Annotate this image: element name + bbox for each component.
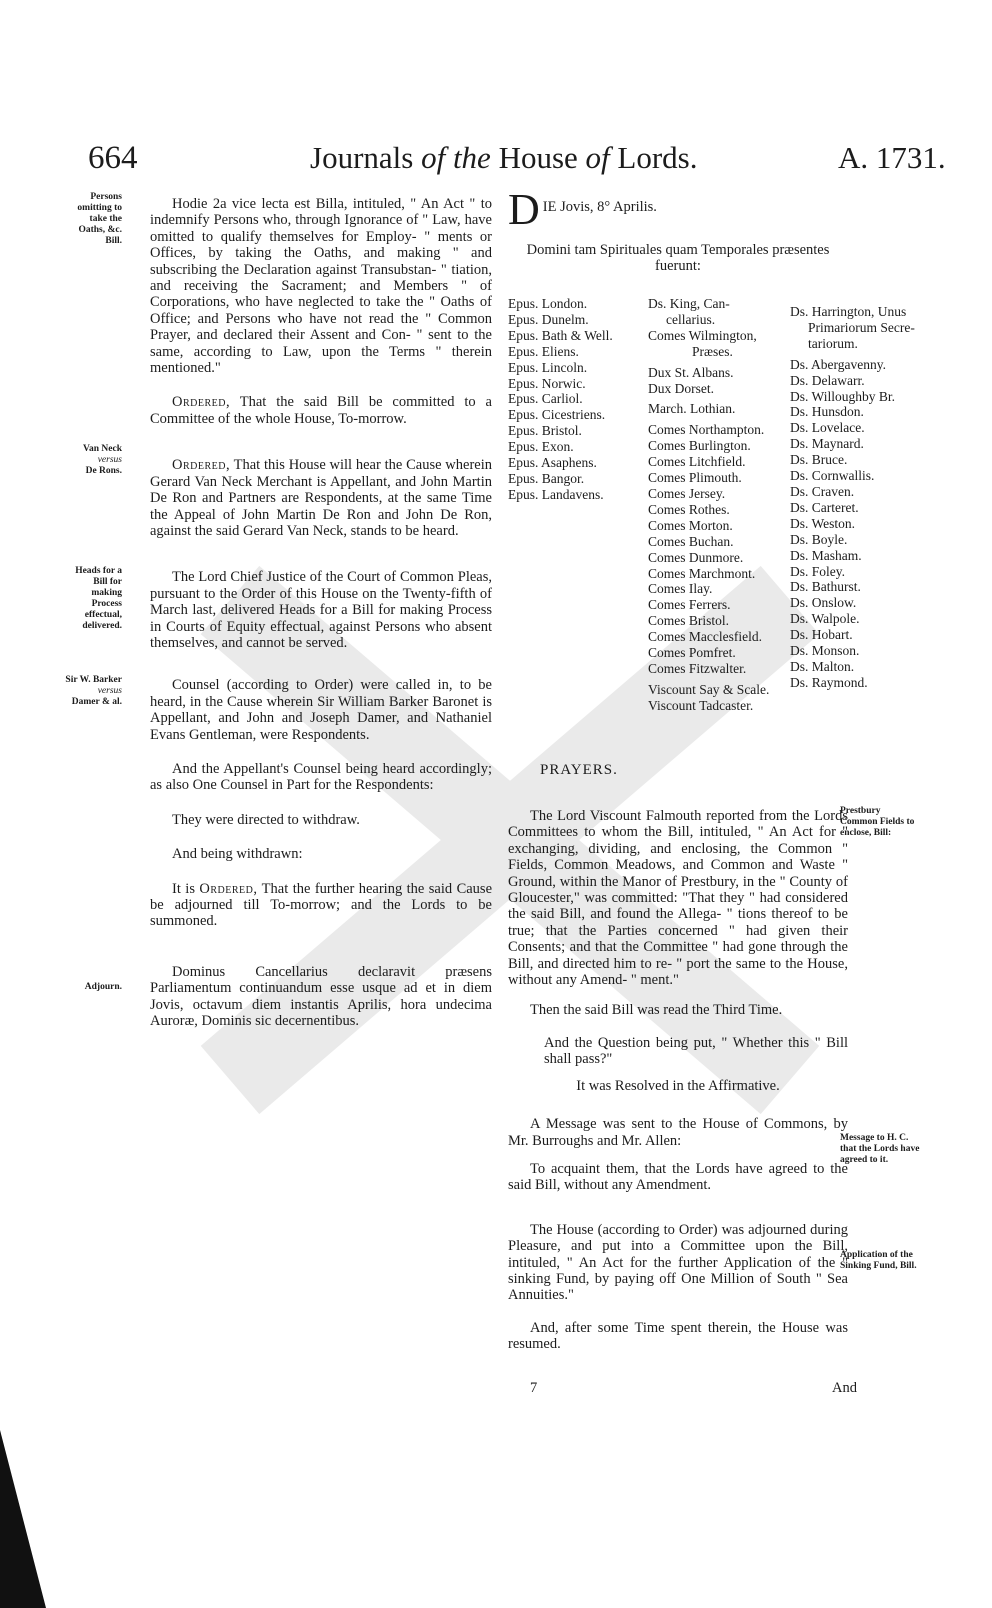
list-item: Epus. Eliens. xyxy=(508,343,579,359)
title-of: of xyxy=(585,140,610,175)
ordered-lead: Ordered, xyxy=(172,394,231,411)
vanneck-derons: De Rons. xyxy=(85,466,122,476)
paragraph-message: A Message was sent to the House of Commons, by Mr. Burroughs and Mr. Allen: xyxy=(508,1116,848,1149)
list-item: Comes Rothes. xyxy=(648,501,730,517)
barker-damer: Damer & al. xyxy=(71,697,122,707)
list-item: Comes Morton. xyxy=(648,517,733,533)
list-item: Epus. Exon. xyxy=(508,439,574,455)
list-item: Dux Dorset. xyxy=(648,380,714,396)
list-item: Ds. Abergavenny. xyxy=(790,356,886,372)
paragraph-appellant-counsel: And the Appellant's Counsel being heard accordingly; as also One Counsel in Part for the Respondents: xyxy=(150,760,492,794)
list-item: Ds. Cornwallis. xyxy=(790,468,875,484)
list-item: tariorum. xyxy=(808,335,858,351)
list-item: Comes Ilay. xyxy=(648,581,713,597)
list-item: Epus. Carliol. xyxy=(508,391,583,407)
list-item: Dux St. Albans. xyxy=(648,364,734,380)
list-item: Ds. Carteret. xyxy=(790,499,859,515)
margin-note-barker xyxy=(62,675,122,708)
list-item: Comes Plimouth. xyxy=(648,470,742,486)
list-item: Epus. Bristol. xyxy=(508,423,582,439)
list-item: Epus. Bangor. xyxy=(508,470,585,486)
list-item: Comes Burlington. xyxy=(648,438,751,454)
list-item: Viscount Tadcaster. xyxy=(648,697,754,713)
list-item: Ds. Bathurst. xyxy=(790,579,861,595)
page-number: 664 xyxy=(88,140,138,176)
list-item: Ds. Lovelace. xyxy=(790,420,865,436)
paragraph-sinking-fund: The House (according to Order) was adjourned during Pleasure, and put into a Committee upon the Bill, intituled, " An Act for the further Application of the " sinking Fund, by paying off One Million of South " Sea Annuities." xyxy=(508,1221,848,1304)
paragraph-third-reading: Then the said Bill was read the Third Time. xyxy=(530,1002,783,1019)
vanneck-name: Van Neck xyxy=(83,444,122,454)
paragraph-heads-bill: The Lord Chief Justice of the Court of Common Pleas, pursuant to the Order of this House on the Twenty-fifth of March last, delivered Heads for a Bill for making Process in Courts of Equity effectual, against Persons who absent themselves, and cannot be served. xyxy=(150,569,492,651)
margin-note-sinking: Application of the Sinking Fund, Bill. xyxy=(840,1250,917,1271)
list-item: Epus. Dunelm. xyxy=(508,311,589,327)
title-journals: Journals xyxy=(310,140,414,175)
lords-temporal-list xyxy=(648,296,769,714)
paragraph-bill-reading: Hodie 2a vice lecta est Billa, intituled, " An Act " to indemnify Persons who, through Ignorance of " Law, have omitted to qualify themselves for Employ- " ments or Offices, by taking the Oaths, and making " and subscribing the Declaration against Transubstan- " tiation, and receiving the Sacrament; and Members " of Corporations, who have neglected to take the " Oaths of Office; and Persons who have not read the " Common Prayer, and declared their Assent and Con- " sent to the same, according to Law, upon the Terms " therein mentioned." xyxy=(150,196,492,377)
list-item: Ds. Monson. xyxy=(790,643,860,659)
list-item: Ds. Weston. xyxy=(790,515,856,531)
it-is: It is xyxy=(172,880,195,897)
ordered-lead-2: Ordered, xyxy=(172,457,231,474)
paragraph-counsel: Counsel (according to Order) were called in, to be heard, in the Cause wherein Sir William Barker Baronet is Appellant, and John and Joseph Damer, and Nathaniel Evans Gentleman, were Respondents. xyxy=(150,677,492,743)
list-item: March. Lothian. xyxy=(648,401,736,417)
paragraph-resolved: It was Resolved in the Affirmative. xyxy=(576,1077,780,1094)
list-item: Comes Jersey. xyxy=(648,485,726,501)
list-item: Primariorum Secre- xyxy=(808,319,915,335)
die-line xyxy=(508,185,848,234)
drop-cap: D xyxy=(508,185,540,234)
paragraph-vanneck-cause xyxy=(150,457,492,539)
ordered-lead-3: Ordered, xyxy=(199,880,258,897)
list-item: Comes Bristol. xyxy=(648,613,730,629)
domini-heading xyxy=(508,242,848,275)
barker-versus: versus xyxy=(97,686,122,696)
paragraph-adjourn-hearing xyxy=(150,881,492,930)
list-item: Ds. Hunsdon. xyxy=(790,404,864,420)
list-item: Epus. Landavens. xyxy=(508,486,604,502)
list-item: Ds. Malton. xyxy=(790,658,855,674)
list-item: Ds. Onslow. xyxy=(790,595,857,611)
list-item: Præses. xyxy=(692,343,733,359)
paragraph-resumed: And, after some Time spent therein, the House was resumed. xyxy=(508,1319,848,1353)
left-column xyxy=(150,196,492,1029)
paragraph-ordered-committee xyxy=(150,394,492,427)
ordered-text: That the said Bill be committed to a Committee of the whole House, To-morrow. xyxy=(150,394,492,427)
right-column-body xyxy=(508,808,848,1353)
list-item: Ds. Walpole. xyxy=(790,611,860,627)
list-item: Epus. Bath & Well. xyxy=(508,327,613,343)
list-item: Comes Pomfret. xyxy=(648,645,736,661)
domini-text: Domini tam Spirituales quam Temporales præsentes fuerunt: xyxy=(526,242,830,275)
list-item: Epus. Cicestriens. xyxy=(508,407,606,423)
title-lords: Lords. xyxy=(617,140,698,175)
list-item: Ds. Bruce. xyxy=(790,452,848,468)
margin-note-heads: Heads for a Bill for making Process effectual, delivered. xyxy=(75,566,122,631)
list-item: Epus. Asaphens. xyxy=(508,455,597,471)
page-year: A. 1731. xyxy=(838,140,946,175)
list-item: Comes Northampton. xyxy=(648,422,765,438)
signature-mark: 7 xyxy=(530,1380,538,1396)
list-item: Ds. Maynard. xyxy=(790,436,864,452)
list-item: Ds. Foley. xyxy=(790,563,846,579)
paragraph-prestbury-report: The Lord Viscount Falmouth reported from the Lords Committees to whom the Bill, intituled, " An Act for " exchanging, dividing, and enclosing, the Common " Fields, Common Meadows, and Common and Waste " Ground, within the Manor of Prestbury, in the " County of Gloucester," was committed: "That they " had considered the said Bill, and found the Allega- " tions thereof to be true; that the Parties concerned " had given their Consents; and that the Committee " had gone through the Bill, and directed him to re- " port the same to the House, without any Amend- " ment." xyxy=(508,808,848,989)
list-item: Ds. Boyle. xyxy=(790,531,848,547)
date-heading xyxy=(508,185,848,234)
margin-note-message: Message to H. C. that the Lords have agreed to it. xyxy=(840,1133,920,1165)
list-item: Ds. Masham. xyxy=(790,547,862,563)
title-of-the: of the xyxy=(421,140,491,175)
page-shadow-corner xyxy=(0,1430,60,1608)
margin-note-persons: Persons omitting to take the Oaths, &c. Bill. xyxy=(77,192,122,246)
margin-note-prestbury: Prestbury Common Fields to enclose, Bill: xyxy=(840,806,915,838)
bishops-list xyxy=(508,296,613,503)
list-item: Ds. Delawarr. xyxy=(790,372,865,388)
paragraph-question: And the Question being put, " Whether this " Bill shall pass?" xyxy=(544,1034,848,1068)
vanneck-text: That this House will hear the Cause wherein Gerard Van Neck Merchant is Appellant, and John Martin De Ron and Partners are Respondents, at the same Time the Appeal of John Martin De Ron and John De Ron, against the said Gerard Van Neck, stands to be heard. xyxy=(150,457,492,539)
list-item: cellarius. xyxy=(666,311,716,327)
list-item: Comes Marchmont. xyxy=(648,565,756,581)
paragraph-latin-adjournment: Dominus Cancellarius declaravit præsens Parliamentum continuandum esse usque ad et in diem Jovis, octavum diem instantis Aprilis, hora undecima Auroræ, Dominis sic decernentibus. xyxy=(150,963,492,1030)
page-title xyxy=(310,140,698,176)
title-house: House xyxy=(498,140,578,175)
catchword: And xyxy=(832,1380,857,1396)
list-item: Epus. Norwic. xyxy=(508,375,586,391)
list-item: Ds. Hobart. xyxy=(790,627,853,643)
list-item: Comes Ferrers. xyxy=(648,597,731,613)
list-item: Epus. Lincoln. xyxy=(508,359,588,375)
list-item: Ds. Raymond. xyxy=(790,674,868,690)
list-item: Ds. Harrington, Unus xyxy=(790,304,907,319)
barker-name: Sir W. Barker xyxy=(65,675,122,685)
list-item: Ds. King, Can- xyxy=(648,296,730,311)
adjourn-hearing-text: That the further hearing the said Cause be adjourned till To-morrow; and the Lords to be summoned. xyxy=(150,880,493,930)
paragraph-acquaint: To acquaint them, that the Lords have agreed to the said Bill, without any Amendment. xyxy=(508,1160,848,1194)
paragraph-withdrawn: And being withdrawn: xyxy=(172,846,303,863)
list-item: Epus. London. xyxy=(508,296,588,311)
lords-barons-list xyxy=(790,304,915,691)
list-item: Comes Wilmington, xyxy=(648,327,757,343)
margin-note-vanneck xyxy=(62,444,122,477)
paragraph-withdraw: They were directed to withdraw. xyxy=(172,811,360,828)
list-item: Comes Litchfield. xyxy=(648,454,746,470)
list-item: Comes Macclesfield. xyxy=(648,629,762,645)
margin-note-adjourn: Adjourn. xyxy=(84,982,122,992)
list-item: Viscount Say & Scale. xyxy=(648,681,770,697)
list-item: Ds. Willoughby Br. xyxy=(790,388,895,404)
die-text: IE Jovis, 8° Aprilis. xyxy=(542,199,657,215)
list-item: Comes Fitzwalter. xyxy=(648,660,747,676)
prayers-heading: PRAYERS. xyxy=(540,762,618,778)
list-item: Comes Buchan. xyxy=(648,533,734,549)
list-item: Ds. Craven. xyxy=(790,483,855,499)
list-item: Comes Dunmore. xyxy=(648,549,744,565)
vanneck-versus: versus xyxy=(97,455,122,465)
